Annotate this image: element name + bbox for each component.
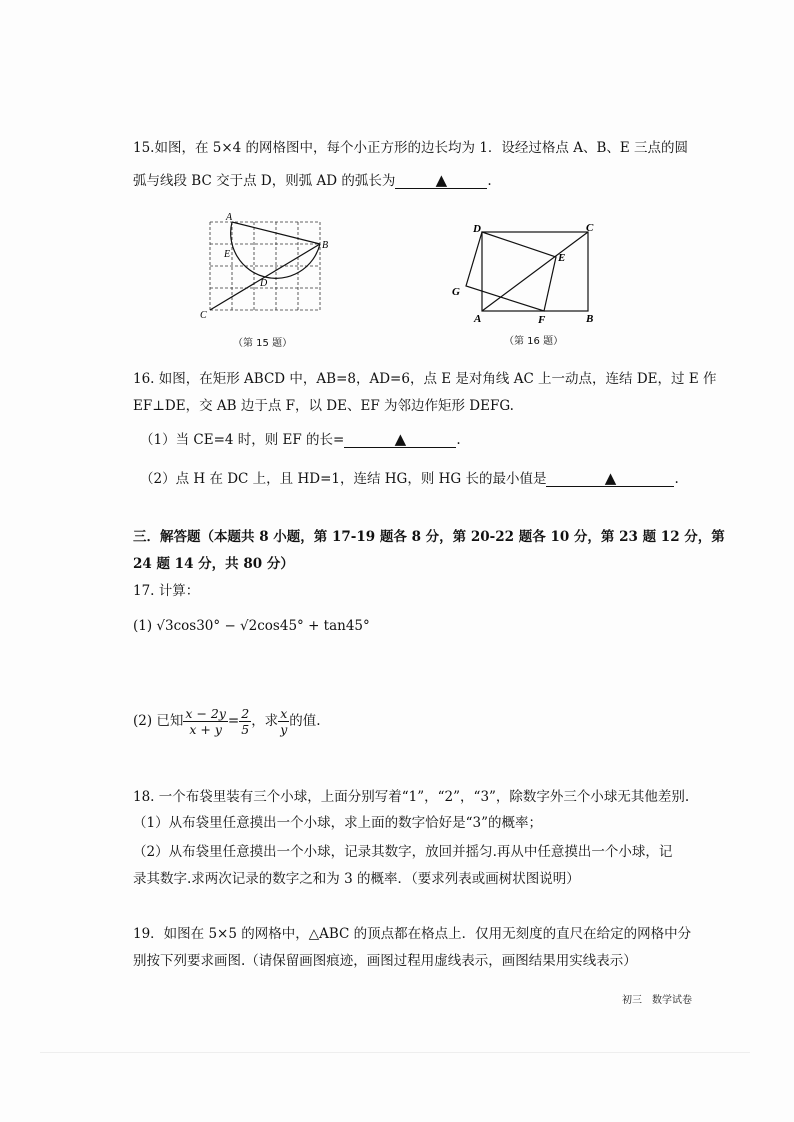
q17-part1: (1) √3cos30° − √2cos45° + tan45° [133,618,370,634]
q19-line1: 19．如图在 5×5 的网格中，△ABC 的顶点都在格点上．仅用无刻度的直尺在给定的网格中分 [133,926,692,942]
fig15-label-d: D [260,278,268,289]
q16-line1: 16. 如图，在矩形 ABCD 中，AB=8，AD=6，点 E 是对角线 AC 上一动点，连结 DE，过 E 作 [133,371,717,387]
q15-line1: 15.如图，在 5×4 的网格图中，每个小正方形的边长均为 1．设经过格点 A、B、E 三点的圆 [133,140,689,156]
fig15-caption: （第 15 题） [233,338,293,349]
q18-line1: 18. 一个布袋里装有三个小球，上面分别写着“1”，“2”，“3”，除数字外三个小球无其他差别. [133,789,690,805]
q17-frac3-den: y [280,722,288,737]
fig15-label-c: C [200,310,207,321]
q17-fraction-2 [239,706,251,737]
q16-sub2-blank: ▲ [546,470,674,487]
q17-part2-mid: ，求 [251,713,279,729]
fig15-label-b: B [322,240,329,251]
fig15-arc [231,222,320,278]
figure-15 [196,210,336,322]
fig15-label-e: E [224,249,231,260]
fig15-grid [210,222,320,310]
fig16-label-e: E [558,252,566,264]
fig16-diagonal-ac [482,232,588,311]
fig15-segment-ab [232,222,320,244]
q17-frac1-num: x − 2y [185,706,226,721]
fig16-rectangle-defg [466,232,556,311]
q16-sub1-blank: ▲ [344,431,456,448]
q15-line2-text: 弧与线段 BC 交于点 D，则弧 AD 的弧长为 [133,173,396,189]
fig16-label-f: F [538,314,546,326]
page-footer: 初三 数学试卷 [622,995,692,1006]
q17-fraction-1 [183,706,228,737]
figure-16 [446,218,606,326]
q17-frac2-num: 2 [241,706,250,721]
q17-frac3-num: x [280,706,288,721]
fig16-label-a: A [474,313,482,325]
q16-line2: EF⊥DE，交 AB 边于点 F，以 DE、EF 为邻边作矩形 DEFG. [133,398,514,414]
q15-line2-end: . [487,173,492,189]
q16-sub1 [140,430,461,450]
q17-title: 17. 计算： [133,583,200,599]
q18-sub2-line1: （2）从布袋里任意摸出一个小球，记录其数字，放回并摇匀.再从中任意摸出一个小球，记 [133,844,673,860]
q16-sub2-text: （2）点 H 在 DC 上，且 HD=1，连结 HG，则 HG 长的最小值是 [140,471,547,487]
page-edge-divider [40,1052,750,1053]
q17-part2 [133,705,321,737]
q17-fraction-3 [278,706,289,737]
fig16-label-c: C [586,222,594,234]
q17-frac2-den: 5 [241,722,250,737]
section3-heading-line1: 三．解答题（本题共 8 小题，第 17-19 题各 8 分，第 20-22 题各 10 分，第 23 题 12 分，第 [133,529,725,545]
q16-sub1-text: （1）当 CE=4 时，则 EF 的长= [140,432,345,448]
q15-line2 [133,171,492,191]
q16-sub2 [140,469,679,489]
section3-heading-line2: 24 题 14 分，共 80 分） [133,556,294,572]
q15-answer-blank: ▲ [395,172,487,189]
q18-sub1: （1）从布袋里任意摸出一个小球，求上面的数字恰好是“3”的概率； [133,815,542,831]
fig16-label-g: G [452,286,460,298]
q17-frac1-den: x + y [189,722,222,737]
fig15-label-a: A [226,212,233,223]
q17-part2-suffix: 的值. [289,713,321,729]
fig16-label-d: D [473,223,481,235]
q16-sub1-end: . [456,432,461,448]
q17-equals: = [227,713,240,729]
q18-sub2-line2: 录其数字.求两次记录的数字之和为 3 的概率．（要求列表或画树状图说明） [133,871,580,887]
q17-part2-prefix: (2) 已知 [133,713,184,729]
q19-line2: 别按下列要求画图.（请保留画图痕迹，画图过程用虚线表示，画图结果用实线表示） [133,953,637,969]
q16-sub2-end: . [674,471,679,487]
fig16-label-b: B [586,313,594,325]
fig16-caption: （第 16 题） [504,336,564,347]
